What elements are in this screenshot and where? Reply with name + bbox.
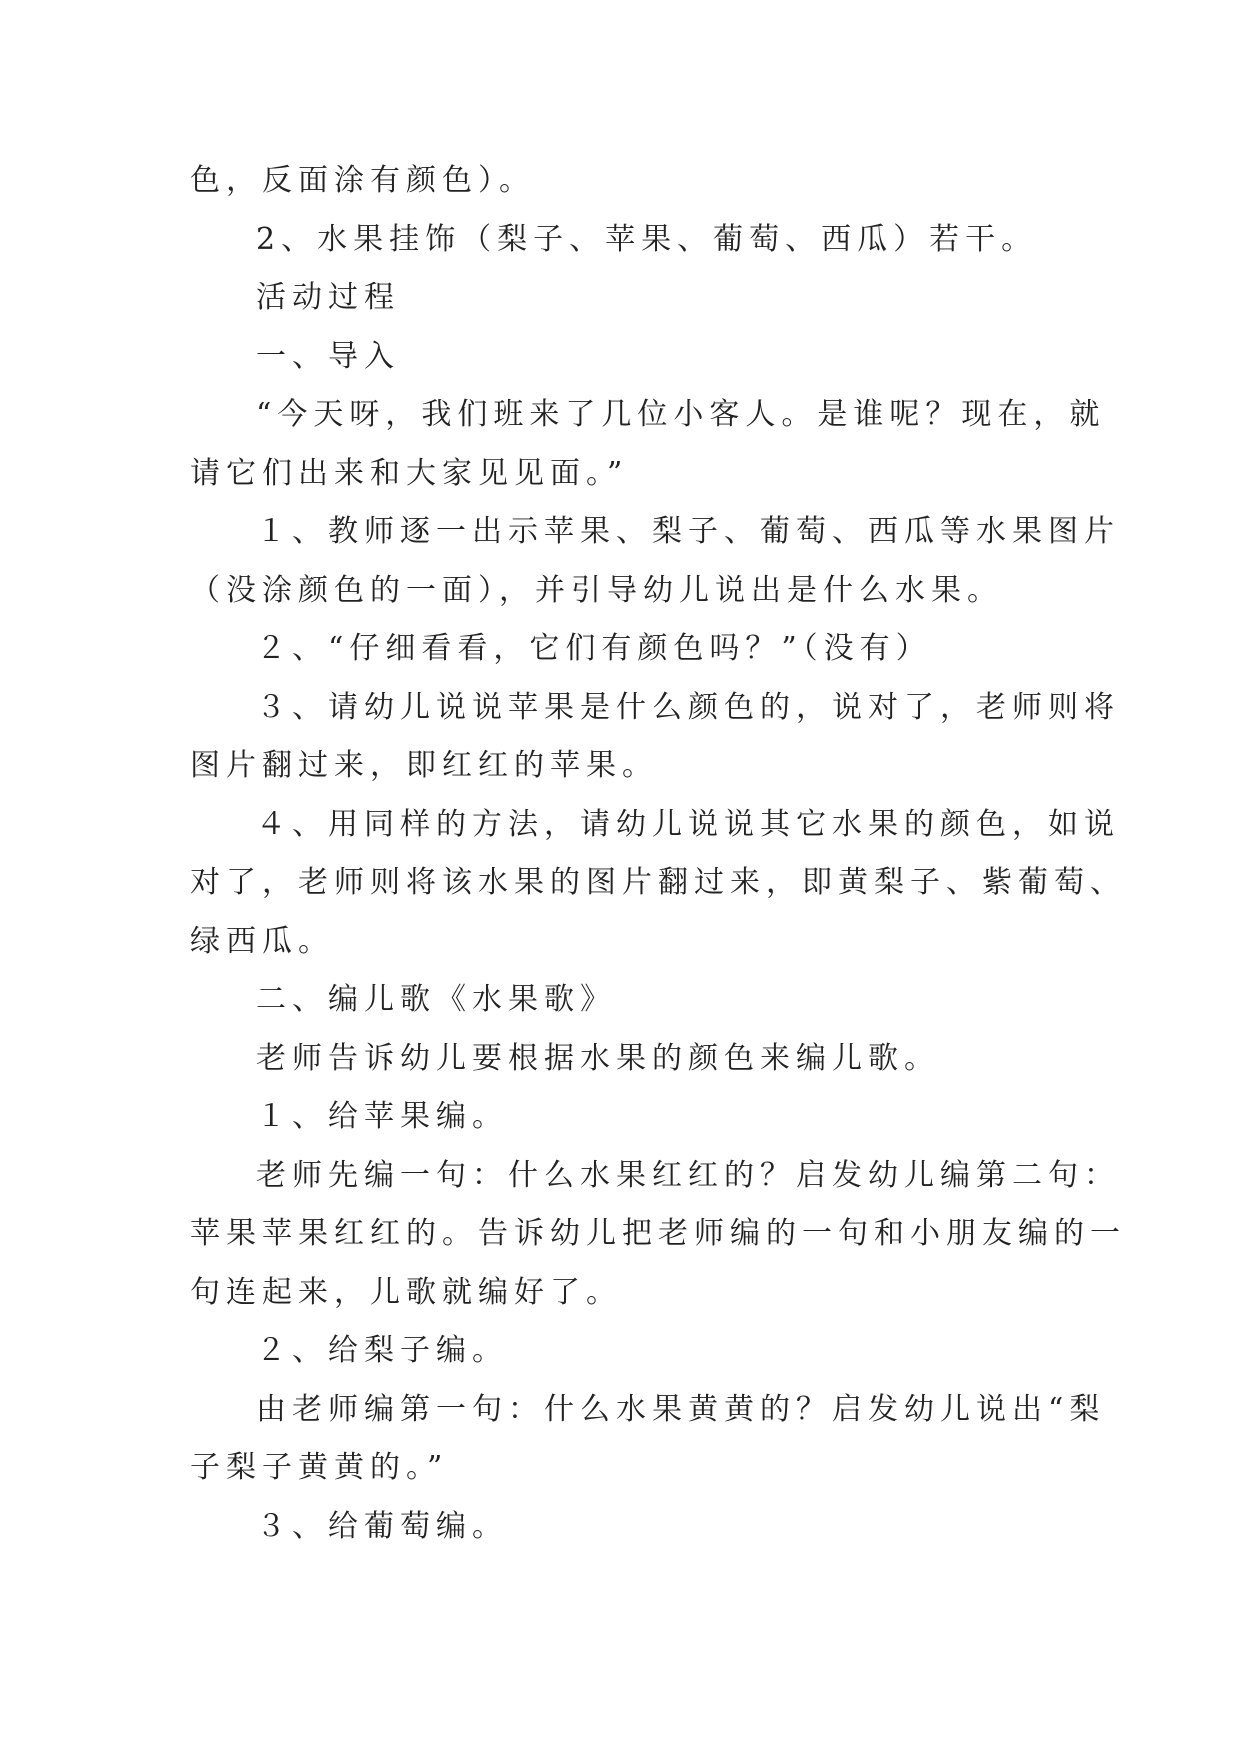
- text-line: 句连起来，儿歌就编好了。: [190, 1274, 622, 1310]
- text-line: 由老师编第一句：什么水果黄黄的？启发幼儿说出“梨: [256, 1391, 1106, 1427]
- text-line: 图片翻过来，即红红的苹果。: [190, 748, 658, 783]
- text-line: ２、“仔细看看，它们有颜色吗？”（没有）: [256, 631, 932, 666]
- text-line: 对了，老师则将该水果的图片翻过来，即黄梨子、紫葡萄、: [190, 865, 1126, 900]
- text-line: ２、给梨子编。: [256, 1333, 508, 1368]
- section-heading: 一、导入: [256, 338, 400, 374]
- text-line: １、给苹果编。: [256, 1099, 508, 1134]
- text-line: 老师告诉幼儿要根据水果的颜色来编儿歌。: [256, 1040, 940, 1076]
- text-line: 苹果苹果红红的。告诉幼儿把老师编的一句和小朋友编的一: [190, 1216, 1126, 1251]
- text-line: （没涂颜色的一面），并引导幼儿说出是什么水果。: [190, 572, 1003, 608]
- document-body: [190, 152, 1126, 1556]
- text-line: 色，反面涂有颜色）。: [190, 163, 535, 198]
- section-heading: 活动过程: [256, 280, 400, 315]
- text-line: ４、用同样的方法，请幼儿说说其它水果的颜色，如说: [256, 806, 1120, 842]
- text-line: 请它们出来和大家见见面。”: [190, 455, 629, 491]
- text-line: 2、水果挂饰（梨子、苹果、葡萄、西瓜）若干。: [256, 221, 1038, 257]
- text-line: 子梨子黄黄的。”: [190, 1450, 449, 1485]
- text-line: １、教师逐一出示苹果、梨子、葡萄、西瓜等水果图片: [256, 514, 1120, 549]
- section-heading: 二、编儿歌《水果歌》: [256, 982, 616, 1017]
- text-line: ３、请幼儿说说苹果是什么颜色的，说对了，老师则将: [256, 689, 1120, 725]
- text-line: 绿西瓜。: [190, 923, 334, 959]
- text-line: 老师先编一句：什么水果红红的？启发幼儿编第二句：: [256, 1157, 1120, 1193]
- text-line: “今天呀，我们班来了几位小客人。是谁呢？现在，就: [256, 397, 1106, 432]
- text-line: ３、给葡萄编。: [256, 1508, 508, 1544]
